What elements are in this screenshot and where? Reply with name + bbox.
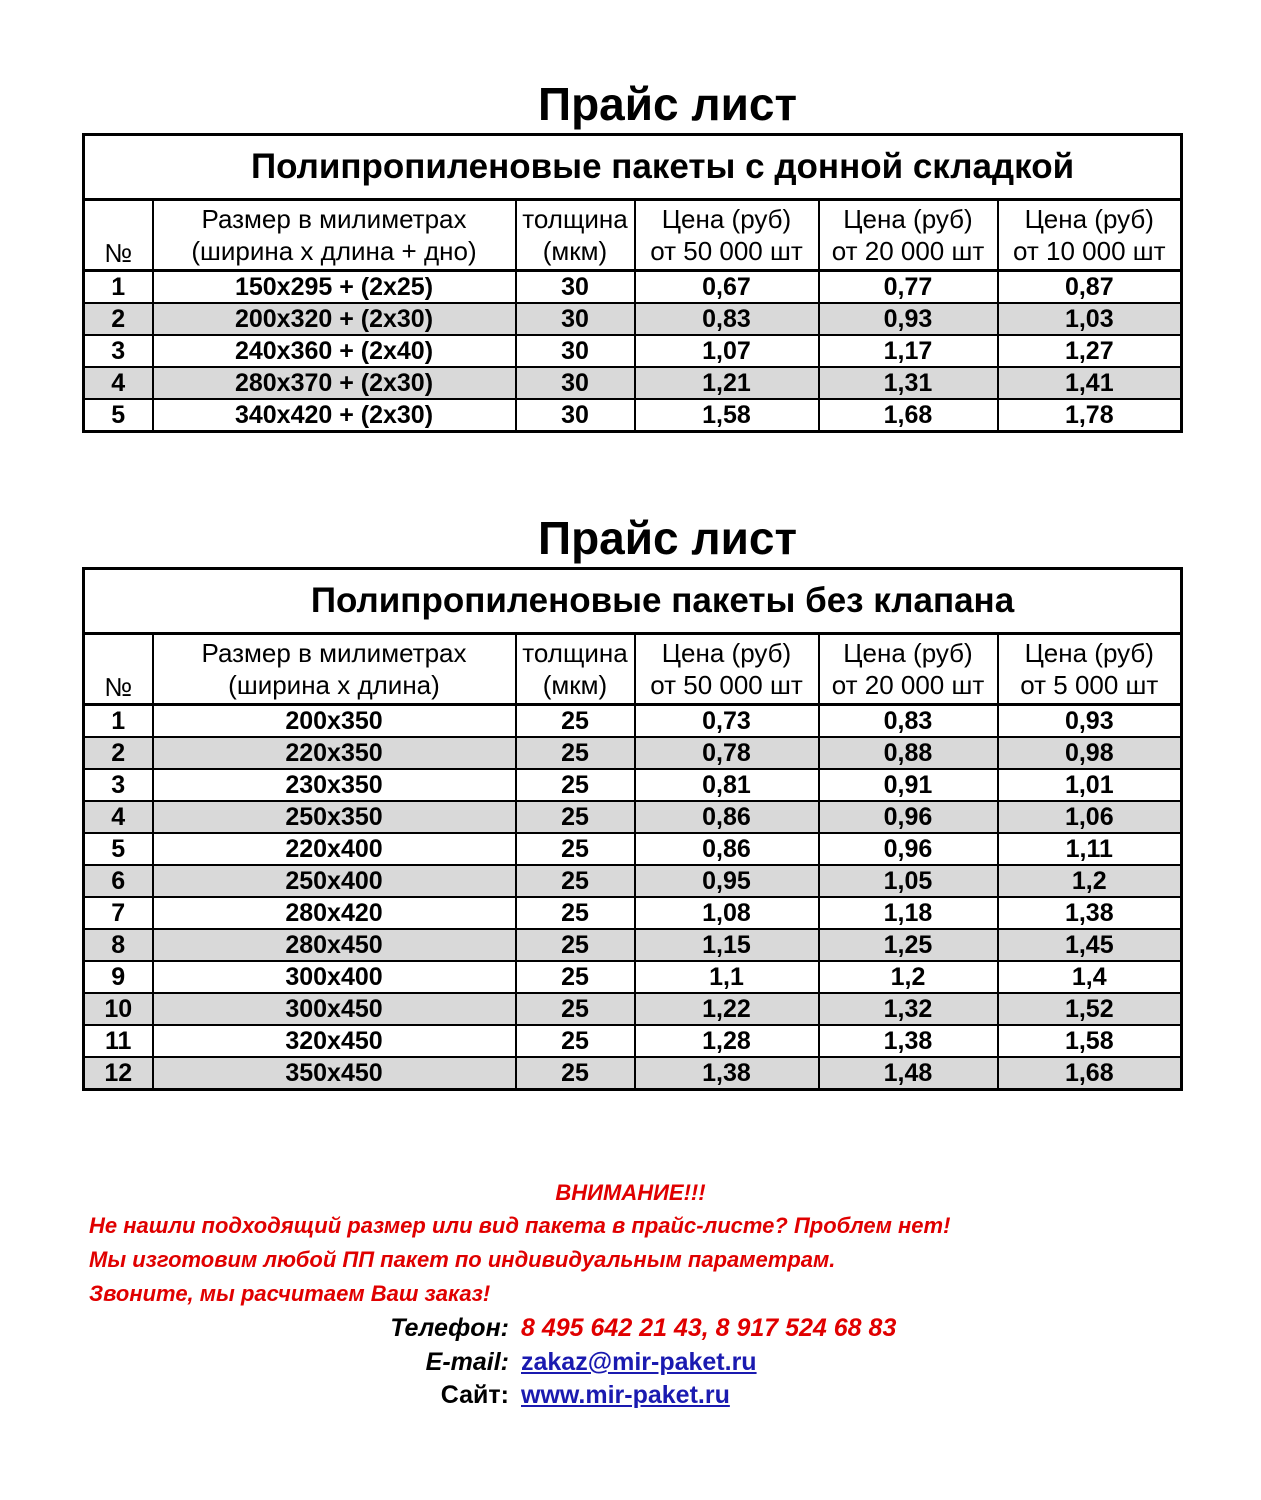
cell-price-3: 1,2: [998, 865, 1182, 897]
cell-size: 250х350: [153, 801, 516, 833]
cell-size: 200х350: [153, 705, 516, 738]
cell-price-3: 0,93: [998, 705, 1182, 738]
table-row: [84, 769, 1182, 801]
cell-thickness: 25: [516, 865, 635, 897]
cell-price-3: 1,01: [998, 769, 1182, 801]
cell-price-3: 1,11: [998, 833, 1182, 865]
cell-price-1: 1,21: [635, 367, 819, 399]
col-header-number: №: [84, 634, 153, 705]
price-list-title-2: Прайс лист: [538, 512, 797, 564]
cell-size: 280х450: [153, 929, 516, 961]
table-body: [84, 271, 1182, 432]
cell-number: 7: [84, 897, 153, 929]
table-row: [84, 801, 1182, 833]
contact-phone-row: [0, 1314, 1261, 1346]
cell-thickness: 25: [516, 833, 635, 865]
table-row: [84, 1057, 1182, 1090]
col-header-size: Размер в милиметрах (ширина х длина + дно): [153, 200, 516, 271]
cell-number: 6: [84, 865, 153, 897]
cell-number: 4: [84, 367, 153, 399]
table-row: [84, 865, 1182, 897]
cell-size: 320х450: [153, 1025, 516, 1057]
cell-size: 240х360 + (2х40): [153, 335, 516, 367]
cell-thickness: 30: [516, 271, 635, 304]
cell-price-2: 1,17: [819, 335, 998, 367]
col-header-price-20000: Цена (руб) от 20 000 шт: [819, 200, 998, 271]
cell-price-1: 0,86: [635, 833, 819, 865]
cell-price-1: 1,38: [635, 1057, 819, 1090]
cell-price-1: 1,07: [635, 335, 819, 367]
cell-size: 220х350: [153, 737, 516, 769]
cell-thickness: 25: [516, 1057, 635, 1090]
table-row: [84, 897, 1182, 929]
cell-size: 300х400: [153, 961, 516, 993]
cell-price-2: 1,32: [819, 993, 998, 1025]
cell-price-3: 1,68: [998, 1057, 1182, 1090]
cell-thickness: 30: [516, 399, 635, 432]
cell-price-3: 0,87: [998, 271, 1182, 304]
table-row: [84, 929, 1182, 961]
table-row: [84, 993, 1182, 1025]
cell-price-3: 1,52: [998, 993, 1182, 1025]
cell-number: 11: [84, 1025, 153, 1057]
cell-price-1: 1,28: [635, 1025, 819, 1057]
notice-line: Мы изготовим любой ПП пакет по индивидуальным параметрам.: [89, 1247, 836, 1272]
table-row: [84, 1025, 1182, 1057]
cell-number: 1: [84, 271, 153, 304]
cell-price-3: 1,41: [998, 367, 1182, 399]
cell-thickness: 25: [516, 801, 635, 833]
cell-price-2: 1,31: [819, 367, 998, 399]
cell-price-1: 0,78: [635, 737, 819, 769]
col-header-thickness: толщина (мкм): [516, 634, 635, 705]
cell-number: 2: [84, 303, 153, 335]
cell-price-2: 0,96: [819, 833, 998, 865]
table-row: [84, 705, 1182, 738]
cell-size: 340х420 + (2х30): [153, 399, 516, 432]
phone-label: Телефон:: [390, 1314, 509, 1342]
site-link[interactable]: www.mir-paket.ru: [521, 1381, 730, 1409]
cell-price-2: 0,88: [819, 737, 998, 769]
cell-number: 4: [84, 801, 153, 833]
cell-price-1: 0,95: [635, 865, 819, 897]
cell-price-2: 1,48: [819, 1057, 998, 1090]
cell-thickness: 30: [516, 335, 635, 367]
cell-price-2: 1,18: [819, 897, 998, 929]
cell-price-1: 0,73: [635, 705, 819, 738]
notice-line: Звоните, мы расчитаем Ваш заказ!: [89, 1281, 491, 1306]
cell-price-1: 1,08: [635, 897, 819, 929]
cell-size: 220х400: [153, 833, 516, 865]
price-list-title-1: Прайс лист: [538, 78, 797, 130]
cell-size: 200х320 + (2х30): [153, 303, 516, 335]
table-row: [84, 335, 1182, 367]
cell-price-1: 1,1: [635, 961, 819, 993]
table-row: [84, 961, 1182, 993]
table-caption: Полипропиленовые пакеты без клапана: [84, 569, 1182, 634]
notice-title: ВНИМАНИЕ!!!: [555, 1180, 706, 1205]
col-header-number: №: [84, 200, 153, 271]
table-row: [84, 399, 1182, 432]
cell-size: 280х370 + (2х30): [153, 367, 516, 399]
col-header-price-5000: Цена (руб) от 5 000 шт: [998, 634, 1182, 705]
price-table-bottom-fold: [82, 133, 1183, 433]
col-header-thickness: толщина (мкм): [516, 200, 635, 271]
cell-number: 5: [84, 833, 153, 865]
cell-price-3: 1,38: [998, 897, 1182, 929]
cell-price-1: 0,86: [635, 801, 819, 833]
cell-number: 12: [84, 1057, 153, 1090]
cell-price-1: 1,58: [635, 399, 819, 432]
email-link[interactable]: zakaz@mir-paket.ru: [521, 1348, 757, 1376]
cell-price-2: 1,68: [819, 399, 998, 432]
col-header-size: Размер в милиметрах (ширина х длина): [153, 634, 516, 705]
cell-size: 300х450: [153, 993, 516, 1025]
cell-thickness: 25: [516, 929, 635, 961]
contact-email-row: [0, 1348, 1261, 1380]
cell-price-2: 0,83: [819, 705, 998, 738]
notice-line: Не нашли подходящий размер или вид пакета в прайс-листе? Проблем нет!: [89, 1213, 951, 1238]
phone-value: 8 495 642 21 43, 8 917 524 68 83: [521, 1314, 897, 1342]
cell-thickness: 25: [516, 737, 635, 769]
cell-number: 3: [84, 335, 153, 367]
cell-number: 5: [84, 399, 153, 432]
table-row: [84, 367, 1182, 399]
cell-price-1: 1,15: [635, 929, 819, 961]
cell-price-1: 1,22: [635, 993, 819, 1025]
cell-price-3: 0,98: [998, 737, 1182, 769]
table-body: [84, 705, 1182, 1090]
cell-thickness: 30: [516, 303, 635, 335]
col-header-price-50000: Цена (руб) от 50 000 шт: [635, 634, 819, 705]
cell-thickness: 25: [516, 961, 635, 993]
cell-thickness: 30: [516, 367, 635, 399]
cell-price-3: 1,45: [998, 929, 1182, 961]
contact-site-row: [0, 1381, 1261, 1413]
cell-size: 150х295 + (2х25): [153, 271, 516, 304]
cell-size: 250х400: [153, 865, 516, 897]
cell-thickness: 25: [516, 1025, 635, 1057]
cell-price-3: 1,4: [998, 961, 1182, 993]
cell-number: 10: [84, 993, 153, 1025]
cell-price-2: 1,2: [819, 961, 998, 993]
cell-price-2: 0,77: [819, 271, 998, 304]
table-row: [84, 303, 1182, 335]
cell-number: 3: [84, 769, 153, 801]
table-caption: Полипропиленовые пакеты с донной складкой: [84, 135, 1182, 200]
cell-price-2: 1,05: [819, 865, 998, 897]
site-label: Сайт:: [440, 1381, 509, 1409]
col-header-price-10000: Цена (руб) от 10 000 шт: [998, 200, 1182, 271]
cell-thickness: 25: [516, 897, 635, 929]
cell-price-3: 1,03: [998, 303, 1182, 335]
cell-thickness: 25: [516, 993, 635, 1025]
cell-price-2: 0,91: [819, 769, 998, 801]
table-row: [84, 833, 1182, 865]
cell-number: 8: [84, 929, 153, 961]
cell-price-2: 0,93: [819, 303, 998, 335]
price-table-no-valve: [82, 567, 1183, 1091]
email-label: E-mail:: [425, 1348, 509, 1376]
cell-size: 350х450: [153, 1057, 516, 1090]
table-row: [84, 737, 1182, 769]
cell-number: 9: [84, 961, 153, 993]
cell-price-1: 0,67: [635, 271, 819, 304]
cell-thickness: 25: [516, 705, 635, 738]
cell-price-3: 1,27: [998, 335, 1182, 367]
cell-size: 230х350: [153, 769, 516, 801]
cell-price-2: 1,25: [819, 929, 998, 961]
cell-price-3: 1,58: [998, 1025, 1182, 1057]
cell-number: 2: [84, 737, 153, 769]
cell-price-2: 0,96: [819, 801, 998, 833]
cell-price-1: 0,81: [635, 769, 819, 801]
cell-price-2: 1,38: [819, 1025, 998, 1057]
cell-price-3: 1,06: [998, 801, 1182, 833]
col-header-price-50000: Цена (руб) от 50 000 шт: [635, 200, 819, 271]
cell-number: 1: [84, 705, 153, 738]
cell-size: 280х420: [153, 897, 516, 929]
col-header-price-20000: Цена (руб) от 20 000 шт: [819, 634, 998, 705]
cell-thickness: 25: [516, 769, 635, 801]
table-row: [84, 271, 1182, 304]
cell-price-1: 0,83: [635, 303, 819, 335]
cell-price-3: 1,78: [998, 399, 1182, 432]
